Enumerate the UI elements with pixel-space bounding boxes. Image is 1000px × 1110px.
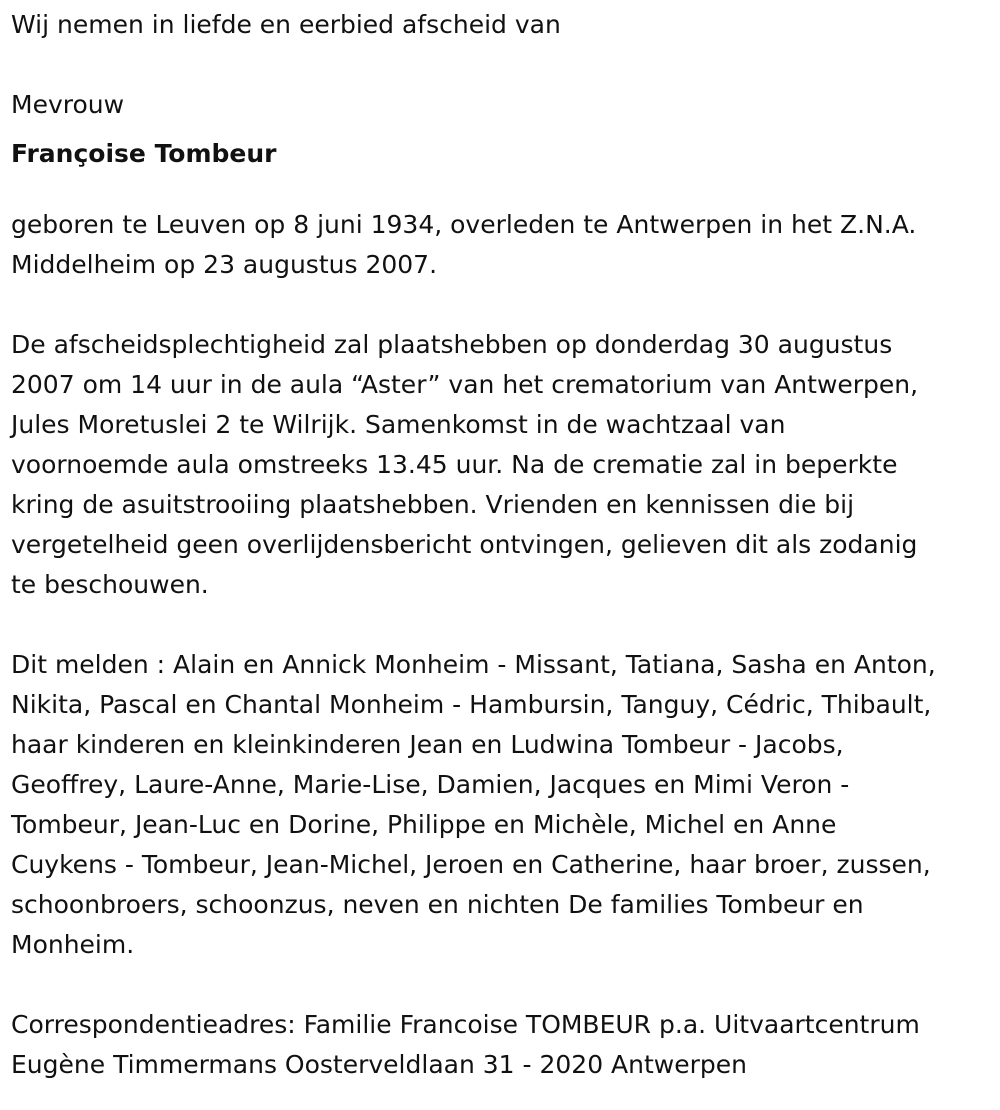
ceremony-line: vergetelheid geen overlijdensbericht ontvingen, gelieven dit als zodanig [11, 530, 918, 559]
ceremony-line: Jules Moretuslei 2 te Wilrijk. Samenkomst in de wachtzaal van [11, 410, 786, 439]
correspondence-line: Eugène Timmermans Oosterveldlaan 31 - 2020 Antwerpen [11, 1050, 747, 1079]
family-line: Nikita, Pascal en Chantal Monheim - Hambursin, Tanguy, Cédric, Thibault, [11, 690, 932, 719]
deceased-name: Françoise Tombeur [11, 139, 277, 168]
family-line: Geoffrey, Laure-Anne, Marie-Lise, Damien, Jacques en Mimi Veron - [11, 770, 850, 799]
family-line: Monheim. [11, 930, 135, 959]
ceremony-line: De afscheidsplechtigheid zal plaatshebben op donderdag 30 augustus [11, 330, 893, 359]
family-line: haar kinderen en kleinkinderen Jean en Ludwina Tombeur - Jacobs, [11, 730, 844, 759]
correspondence-line: Correspondentieadres: Familie Francoise TOMBEUR p.a. Uitvaartcentrum [11, 1010, 920, 1039]
ceremony-line: te beschouwen. [11, 570, 209, 599]
spacer [11, 285, 996, 325]
spacer [11, 965, 996, 1005]
correspondence-paragraph [11, 1005, 996, 1085]
spacer [11, 45, 996, 85]
spacer [11, 174, 996, 205]
birth-line: geboren te Leuven op 8 juni 1934, overleden te Antwerpen in het Z.N.A. [11, 210, 917, 239]
ceremony-line: kring de asuitstrooiing plaatshebben. Vrienden en kennissen die bij [11, 490, 855, 519]
family-line: schoonbroers, schoonzus, neven en nichten De families Tombeur en [11, 890, 864, 919]
spacer [11, 605, 996, 645]
honorific: Mevrouw [11, 90, 125, 119]
family-paragraph [11, 645, 996, 965]
ceremony-paragraph [11, 325, 996, 605]
birth-line: Middelheim op 23 augustus 2007. [11, 250, 438, 279]
family-line: Cuykens - Tombeur, Jean-Michel, Jeroen en Catherine, haar broer, zussen, [11, 850, 931, 879]
ceremony-line: 2007 om 14 uur in de aula “Aster” van het crematorium van Antwerpen, [11, 370, 919, 399]
birth-paragraph [11, 205, 996, 285]
family-line: Dit melden : Alain en Annick Monheim - Missant, Tatiana, Sasha en Anton, [11, 650, 936, 679]
obituary-text [11, 5, 996, 1085]
family-line: Tombeur, Jean-Luc en Dorine, Philippe en Michèle, Michel en Anne [11, 810, 837, 839]
ceremony-line: voornoemde aula omstreeks 13.45 uur. Na de crematie zal in beperkte [11, 450, 898, 479]
intro-line: Wij nemen in liefde en eerbied afscheid van [11, 10, 561, 39]
